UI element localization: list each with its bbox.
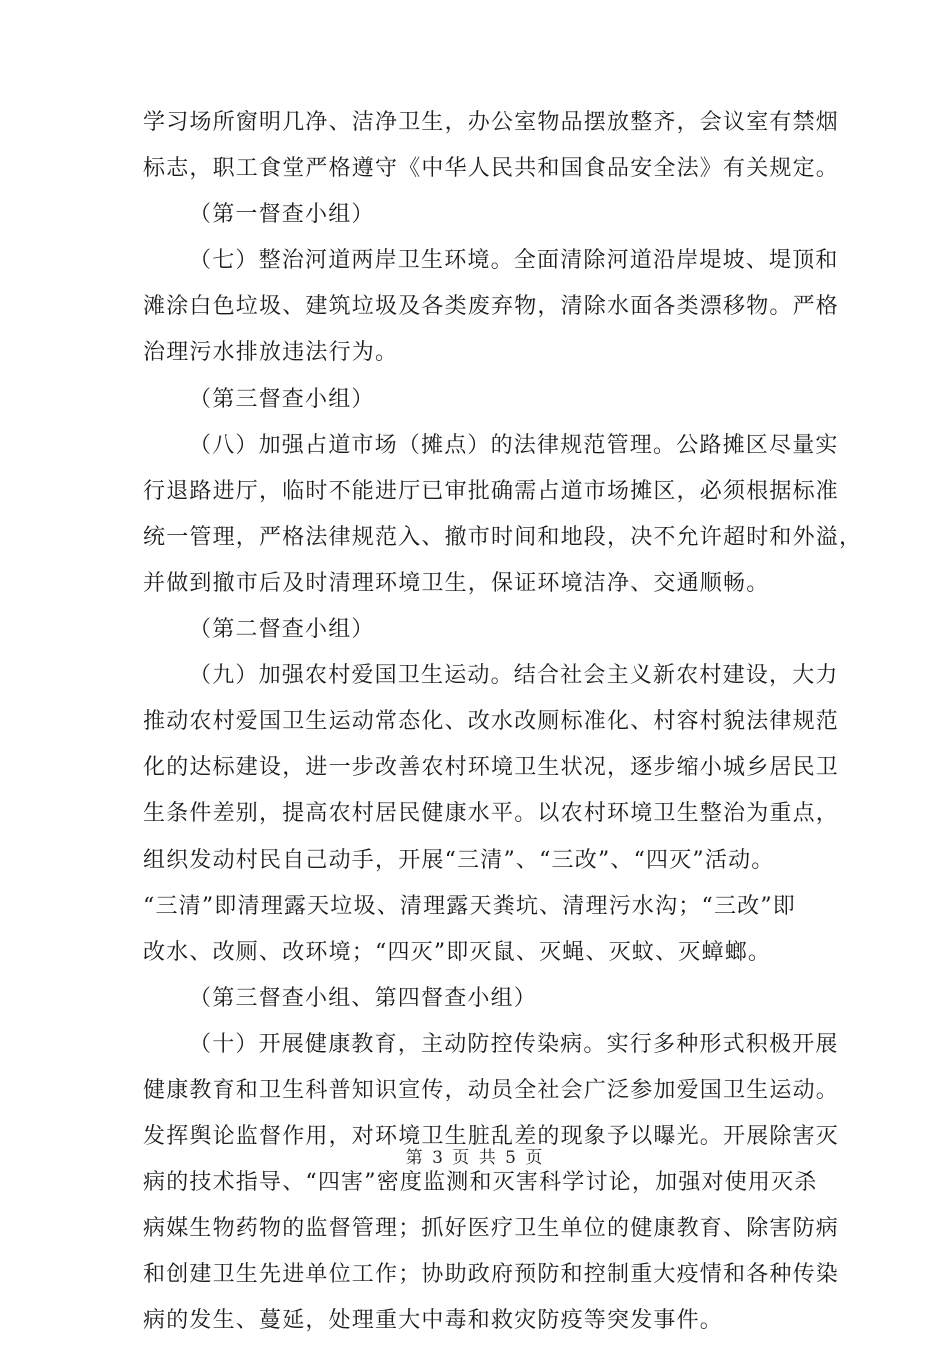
text-line: 健康教育和卫生科普知识宣传，动员全社会广泛参加爱国卫生运动。 — [143, 1077, 840, 1103]
text-line: （九）加强农村爱国卫生运动。结合社会主义新农村建设，大力 — [189, 663, 839, 689]
text-line: 病的技术指导、“四害”密度监测和灭害科学讨论，加强对使用灭杀 — [143, 1170, 818, 1196]
text-line: 并做到撤市后及时清理环境卫生，保证环境洁净、交通顺畅。 — [143, 570, 770, 596]
text-line: 行退路进厅，临时不能进厅已审批确需占道市场摊区，必须根据标准 — [143, 478, 840, 504]
text-line: 推动农村爱国卫生运动常态化、改水改厕标准化、村容村貌法律规范 — [143, 709, 840, 735]
text-line: “三清”即清理露天垃圾、清理露天粪坑、清理污水沟；“三改”即 — [143, 893, 796, 919]
text-line: （十）开展健康教育，主动防控传染病。实行多种形式积极开展 — [189, 1031, 839, 1057]
text-line: 标志，职工食堂严格遵守《中华人民共和国食品安全法》有关规定。 — [143, 156, 840, 182]
text-line: 病媒生物药物的监督管理；抓好医疗卫生单位的健康教育、除害防病 — [143, 1216, 840, 1242]
text-line: （第三督查小组） — [189, 386, 375, 412]
text-line: 治理污水排放违法行为。 — [143, 340, 399, 366]
page-number-text: 第 3 页 共 5 页 — [405, 1148, 545, 1168]
text-line: （第一督查小组） — [189, 202, 375, 228]
text-line: 生条件差别，提高农村居民健康水平。以农村环境卫生整治为重点， — [143, 801, 840, 827]
text-line: 组织发动村民自己动手，开展“三清”、“三改”、“四灭”活动。 — [143, 847, 775, 873]
text-line: 学习场所窗明几净、洁净卫生，办公室物品摆放整齐，会议室有禁烟 — [143, 110, 840, 135]
page-footer — [0, 1143, 950, 1168]
text-line: 化的达标建设，进一步改善农村环境卫生状况，逐步缩小城乡居民卫 — [143, 755, 840, 781]
text-line: （第二督查小组） — [189, 617, 375, 643]
text-line: 改水、改厕、改环境；“四灭”即灭鼠、灭蝇、灭蚊、灭蟑螂。 — [143, 939, 772, 965]
text-line: 滩涂白色垃圾、建筑垃圾及各类废弃物，清除水面各类漂移物。严格 — [143, 294, 840, 320]
text-line: （八）加强占道市场（摊点）的法律规范管理。公路摊区尽量实 — [189, 432, 839, 458]
text-line: 病的发生、蔓延，处理重大中毒和救灾防疫等突发事件。 — [143, 1308, 724, 1334]
text-line: 和创建卫生先进单位工作；协助政府预防和控制重大疫情和各种传染 — [143, 1262, 840, 1288]
text-line: （第三督查小组、第四督查小组） — [189, 985, 538, 1011]
text-line: 统一管理，严格法律规范入、撤市时间和地段，决不允许超时和外溢， — [143, 524, 863, 550]
text-line: （七）整治河道两岸卫生环境。全面清除河道沿岸堤坡、堤顶和 — [189, 248, 839, 274]
text-line: 发挥舆论监督作用，对环境卫生脏乱差的现象予以曝光。开展除害灭 — [143, 1124, 840, 1150]
